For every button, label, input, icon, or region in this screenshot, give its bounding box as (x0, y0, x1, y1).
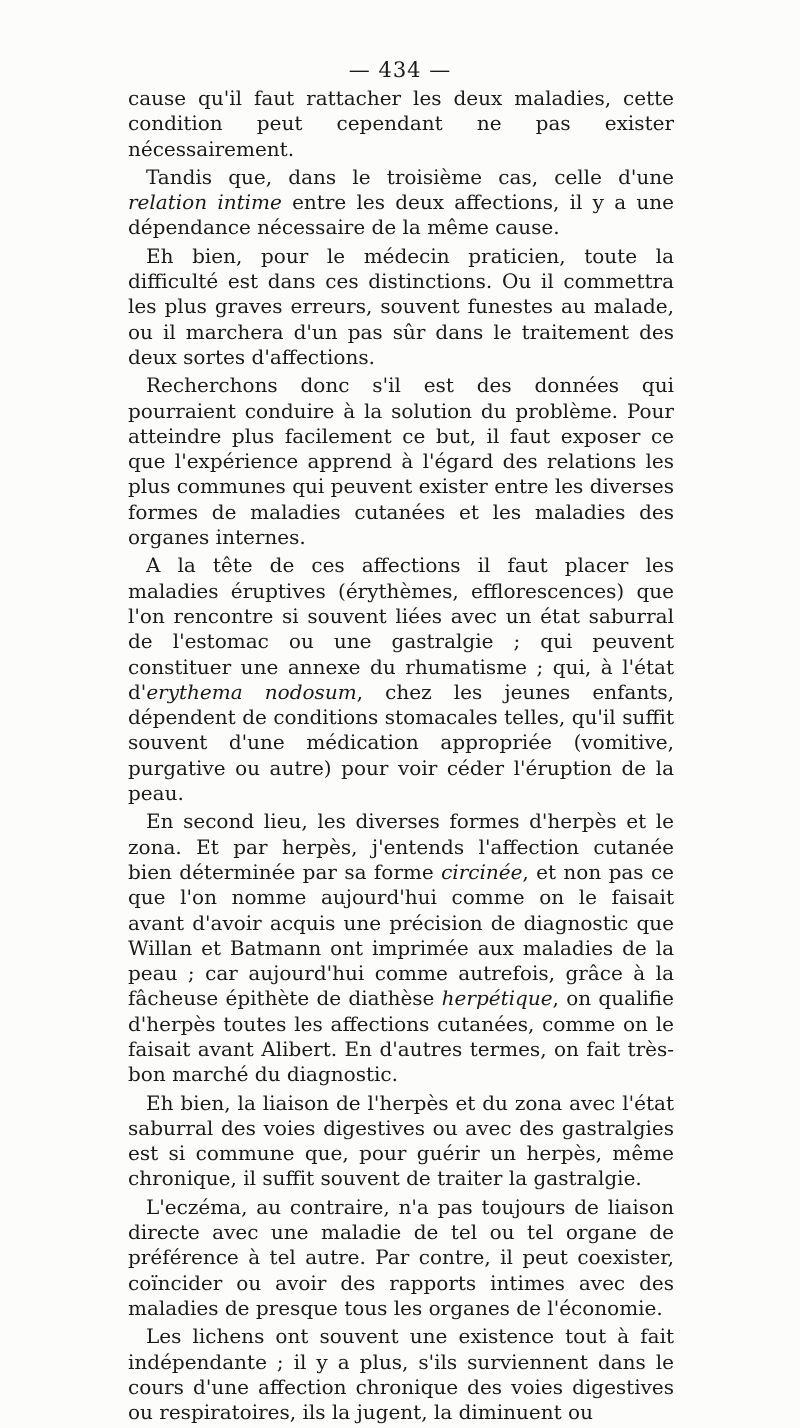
text-segment: Tandis que, dans le troisième cas, celle d'une (146, 164, 674, 189)
paragraph (128, 809, 674, 1087)
text-segment: Eh bien, la liaison de l'herpès et du zona avec l'état saburral des voies digestives ou avec des gastralgies est si commune que, pour guérir un herpès, même chronique, il suffit souvent de traiter la gastralgie. (128, 1090, 674, 1191)
paragraph (128, 244, 674, 370)
italic-text: relation intime (128, 190, 282, 215)
page-number: — 434 — (348, 58, 452, 82)
text-segment: A la tête de ces affections il faut placer les maladies éruptives (érythèmes, efflorescences) que l'on rencontre si souvent liées avec un état saburral de l'estomac ou une gastralgie ; qui peuvent constituer une annexe du rhumatisme ; qui, à l'état d' (128, 553, 674, 704)
italic-text: erythema nodosum (146, 679, 357, 704)
italic-text: herpétique (441, 986, 553, 1011)
text-segment: L'eczéma, au contraire, n'a pas toujours de liaison directe avec une maladie de tel ou tel organe de préférence à tel autre. Par contre, il peut coexister, coïncider ou avoir des rapports intimes avec des maladies de presque tous les organes de l'économie. (128, 1194, 674, 1320)
text-segment: Eh bien, pour le médecin praticien, toute la difficulté est dans ces distinctions. Ou il commettra les plus graves erreurs, souvent funestes au malade, ou il marchera d'un pas sûr dans le traitement des deux sortes d'affections. (128, 243, 674, 369)
paragraph (128, 373, 674, 550)
text-segment: cause qu'il faut rattacher les deux maladies, cette condition peut cependant ne pas exister nécessairement. (128, 86, 674, 161)
text-segment: , chez les jeunes enfants, dépendent de conditions stomacales telles, qu'il suffit souvent d'une médication appropriée (vomitive, purgative ou autre) pour voir céder l'éruption de la peau. (128, 679, 675, 806)
text-segment: Les lichens ont souvent une existence tout à fait indépendante ; il y a plus, s'ils surviennent dans le cours d'une affection chronique des voies digestives ou respiratoires, ils la jugent, la diminuent ou (128, 1324, 674, 1425)
text-segment: , et non pas ce que l'on nomme aujourd'hui comme on le faisait avant d'avoir acquis une précision de diagnostic que Willan et Batmann ont imprimée aux maladies de la peau ; car aujourd'hui comme autrefois, grâce à la fâcheuse épithète de diathèse (128, 859, 674, 1011)
text-segment: , on qualifie d'herpès toutes les affections cutanées, comme on le faisait avant Alibert. En d'autres termes, on fait très-bon marché du diagnostic. (128, 986, 674, 1087)
paragraph (128, 1091, 674, 1192)
paragraph (128, 165, 674, 241)
paragraph (128, 553, 674, 806)
text-segment: En second lieu, les diverses formes d'herpès et le zona. Et par herpès, j'entends l'affection cutanée bien déterminée par sa forme (128, 809, 674, 884)
text-segment: Recherchons donc s'il est des données qui pourraient conduire à la solution du problème. Pour atteindre plus facilement ce but, il faut exposer ce que l'expérience apprend à l'égard des relations les plus communes qui peuvent exister entre les diverses formes de maladies cutanées et les maladies des organes internes. (128, 373, 674, 550)
paragraph (128, 1324, 674, 1425)
italic-text: circinée (441, 859, 523, 884)
text-segment: entre les deux affections, il y a une dépendance nécessaire de la même cause. (128, 190, 674, 240)
paragraph (128, 1195, 674, 1321)
paragraph (128, 86, 674, 162)
body-text (128, 86, 674, 1428)
